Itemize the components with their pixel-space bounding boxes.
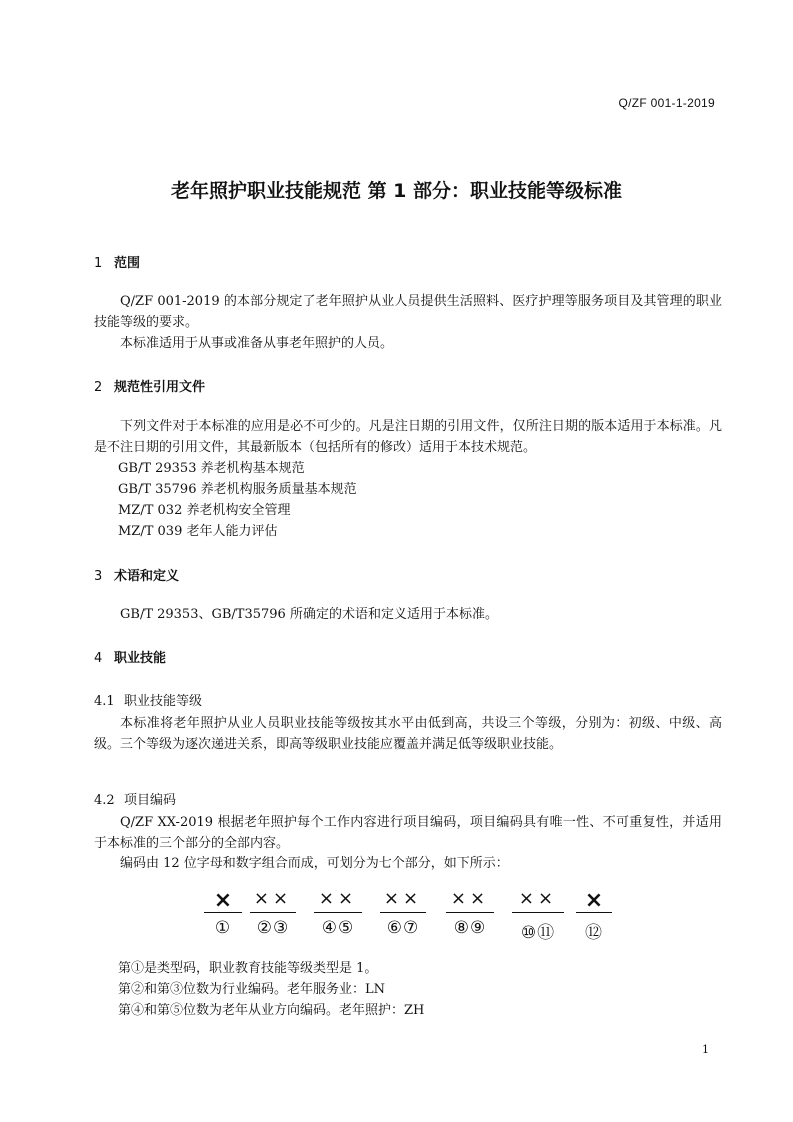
underline bbox=[314, 912, 362, 913]
code-placeholder: ×× bbox=[383, 888, 423, 909]
position-marks: ⑩⑪ bbox=[520, 923, 556, 943]
code-group bbox=[512, 888, 564, 952]
code-placeholder: ×× bbox=[450, 888, 490, 909]
section-number: 1 bbox=[94, 256, 103, 271]
document-title: 老年照护职业技能规范 第 1 部分：职业技能等级标准 bbox=[170, 180, 623, 202]
code-group bbox=[380, 888, 426, 952]
underline bbox=[446, 912, 494, 913]
code-note: 第④和第⑤位数为老年从业方向编码。老年照护：ZH bbox=[118, 1003, 425, 1018]
section-title: 职业技能 bbox=[114, 651, 167, 666]
code-group bbox=[250, 888, 296, 952]
section-2-heading bbox=[94, 376, 205, 395]
code-group bbox=[314, 888, 362, 952]
section-title: 规范性引用文件 bbox=[114, 380, 206, 395]
subsection-4-1-heading bbox=[94, 690, 202, 709]
position-marks: ②③ bbox=[256, 918, 290, 938]
code-placeholder: × bbox=[584, 888, 604, 913]
section-title: 范围 bbox=[114, 256, 141, 271]
paragraph: 编码由 12 位字母和数字组合而成，可划分为七个部分，如下所示： bbox=[120, 856, 509, 871]
subsection-4-2-heading bbox=[94, 789, 176, 808]
underline bbox=[576, 912, 612, 913]
code-group bbox=[576, 888, 612, 952]
subsection-number: 4.1 bbox=[94, 694, 115, 709]
reference-item: MZ/T 039 老年人能力评估 bbox=[118, 524, 278, 539]
position-marks: ⑥⑦ bbox=[386, 918, 420, 938]
code-placeholder: × bbox=[213, 888, 233, 913]
underline bbox=[380, 912, 426, 913]
reference-item: GB/T 29353 养老机构基本规范 bbox=[118, 461, 305, 476]
paragraph: Q/ZF XX-2019 根据老年照护每个工作内容进行项目编码，项目编码具有唯一性、不可重复性，并适用于本标准的三个部分的全部内容。 bbox=[94, 815, 722, 851]
section-3-heading bbox=[94, 565, 179, 584]
section-number: 2 bbox=[94, 380, 103, 395]
code-placeholder: ×× bbox=[318, 888, 358, 909]
position-marks: ⑫ bbox=[585, 923, 603, 943]
subsection-title: 职业技能等级 bbox=[124, 694, 203, 709]
section-number: 4 bbox=[94, 651, 103, 666]
section-1-heading bbox=[94, 252, 140, 271]
paragraph: GB/T 29353、GB/T35796 所确定的术语和定义适用于本标准。 bbox=[120, 607, 498, 622]
position-marks: ① bbox=[214, 918, 232, 938]
paragraph: 本标准将老年照护从业人员职业技能等级按其水平由低到高，共设三个等级，分别为：初级、中级、高级。三个等级为逐次递进关系，即高等级职业技能应覆盖并满足低等级职业技能。 bbox=[94, 716, 722, 752]
section-number: 3 bbox=[94, 569, 103, 584]
code-structure-diagram bbox=[200, 888, 620, 952]
code-group bbox=[446, 888, 494, 952]
paragraph: Q/ZF 001-2019 的本部分规定了老年照护从业人员提供生活照料、医疗护理等服务项目及其管理的职业技能等级的要求。 bbox=[94, 294, 722, 330]
section-title: 术语和定义 bbox=[114, 569, 180, 584]
section-4-heading bbox=[94, 647, 166, 666]
position-marks: ⑧⑨ bbox=[453, 918, 487, 938]
code-group bbox=[204, 888, 242, 952]
code-placeholder: ×× bbox=[253, 888, 293, 909]
subsection-number: 4.2 bbox=[94, 793, 115, 808]
page-number: 1 bbox=[702, 1043, 709, 1056]
underline bbox=[512, 912, 564, 913]
code-note: 第②和第③位数为行业编码。老年服务业：LN bbox=[118, 982, 386, 997]
paragraph: 下列文件对于本标准的应用是必不可少的。凡是注日期的引用文件，仅所注日期的版本适用于本标准。凡是不注日期的引用文件，其最新版本（包括所有的修改）适用于本技术规范。 bbox=[94, 419, 722, 455]
standard-number: Q/ZF 001-1-2019 bbox=[618, 96, 715, 110]
reference-item: GB/T 35796 养老机构服务质量基本规范 bbox=[118, 482, 357, 497]
underline bbox=[204, 912, 242, 913]
paragraph: 本标准适用于从事或准备从事老年照护的人员。 bbox=[120, 336, 394, 351]
position-marks: ④⑤ bbox=[321, 918, 355, 938]
subsection-title: 项目编码 bbox=[124, 793, 177, 808]
code-note: 第①是类型码，职业教育技能等级类型是 1。 bbox=[118, 961, 378, 976]
reference-item: MZ/T 032 养老机构安全管理 bbox=[118, 503, 291, 518]
underline bbox=[250, 912, 296, 913]
code-placeholder: ×× bbox=[518, 888, 558, 909]
